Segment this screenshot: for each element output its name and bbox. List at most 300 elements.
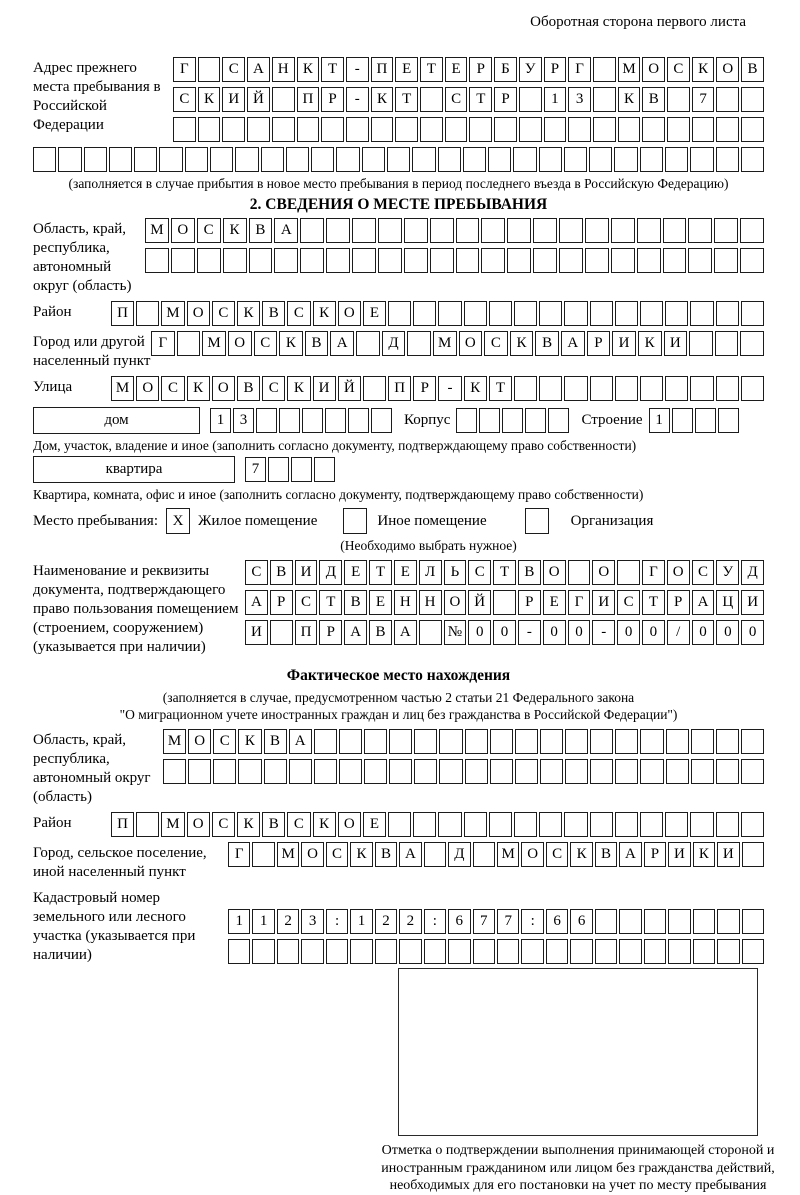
char-cell[interactable] bbox=[389, 729, 412, 754]
char-cell[interactable]: В bbox=[535, 331, 559, 356]
char-cell[interactable]: 2 bbox=[277, 909, 299, 934]
char-cell[interactable]: - bbox=[438, 376, 461, 401]
char-cell[interactable]: 0 bbox=[493, 620, 516, 645]
apartment-type-box[interactable]: квартира bbox=[33, 456, 235, 483]
char-cell[interactable]: Е bbox=[395, 57, 418, 82]
char-cell[interactable]: : bbox=[424, 909, 446, 934]
char-cell[interactable]: О bbox=[188, 729, 211, 754]
char-cell[interactable] bbox=[247, 117, 270, 142]
char-cell[interactable] bbox=[438, 301, 461, 326]
char-cell[interactable] bbox=[465, 729, 488, 754]
char-cell[interactable]: Т bbox=[493, 560, 516, 585]
char-cell[interactable] bbox=[565, 759, 588, 784]
char-cell[interactable]: Б bbox=[494, 57, 517, 82]
char-cell[interactable] bbox=[210, 147, 233, 172]
char-cell[interactable] bbox=[668, 909, 690, 934]
char-cell[interactable] bbox=[741, 87, 764, 112]
char-cell[interactable] bbox=[33, 147, 56, 172]
char-cell[interactable]: М bbox=[161, 301, 184, 326]
char-cell[interactable] bbox=[741, 117, 764, 142]
char-cell[interactable]: В bbox=[237, 376, 260, 401]
char-cell[interactable] bbox=[197, 248, 221, 273]
char-cell[interactable] bbox=[717, 909, 739, 934]
char-cell[interactable]: С bbox=[617, 590, 640, 615]
char-cell[interactable] bbox=[525, 408, 546, 433]
char-cell[interactable] bbox=[644, 939, 666, 964]
char-cell[interactable] bbox=[693, 939, 715, 964]
char-cell[interactable]: И bbox=[222, 87, 245, 112]
char-cell[interactable] bbox=[640, 301, 663, 326]
char-cell[interactable] bbox=[364, 729, 387, 754]
char-cell[interactable] bbox=[742, 909, 764, 934]
char-cell[interactable] bbox=[716, 376, 739, 401]
char-cell[interactable] bbox=[615, 729, 638, 754]
char-cell[interactable] bbox=[690, 812, 713, 837]
char-cell[interactable]: 1 bbox=[252, 909, 274, 934]
char-cell[interactable] bbox=[326, 248, 350, 273]
char-cell[interactable] bbox=[695, 408, 716, 433]
char-cell[interactable] bbox=[514, 301, 537, 326]
char-cell[interactable]: С bbox=[445, 87, 468, 112]
char-cell[interactable]: К bbox=[237, 301, 260, 326]
char-cell[interactable] bbox=[420, 117, 443, 142]
char-cell[interactable]: М bbox=[497, 842, 519, 867]
char-cell[interactable]: Д bbox=[448, 842, 470, 867]
char-cell[interactable]: 0 bbox=[568, 620, 591, 645]
char-cell[interactable]: 0 bbox=[716, 620, 739, 645]
char-cell[interactable] bbox=[741, 759, 764, 784]
char-cell[interactable] bbox=[514, 376, 537, 401]
char-cell[interactable]: 3 bbox=[301, 909, 323, 934]
char-cell[interactable]: С bbox=[212, 301, 235, 326]
char-cell[interactable]: : bbox=[521, 909, 543, 934]
char-cell[interactable]: К bbox=[237, 812, 260, 837]
char-cell[interactable] bbox=[388, 812, 411, 837]
char-cell[interactable]: Р bbox=[667, 590, 690, 615]
char-cell[interactable]: С bbox=[197, 218, 221, 243]
char-cell[interactable] bbox=[473, 842, 495, 867]
char-cell[interactable]: / bbox=[667, 620, 690, 645]
char-cell[interactable]: М bbox=[161, 812, 184, 837]
char-cell[interactable]: К bbox=[692, 57, 715, 82]
char-cell[interactable] bbox=[642, 117, 665, 142]
char-cell[interactable]: Р bbox=[319, 620, 342, 645]
char-cell[interactable] bbox=[419, 620, 442, 645]
char-cell[interactable]: Р bbox=[644, 842, 666, 867]
char-cell[interactable] bbox=[637, 218, 661, 243]
char-cell[interactable] bbox=[277, 939, 299, 964]
char-cell[interactable]: С bbox=[213, 729, 236, 754]
char-cell[interactable] bbox=[716, 147, 739, 172]
char-cell[interactable]: И bbox=[717, 842, 739, 867]
char-cell[interactable] bbox=[716, 729, 739, 754]
char-cell[interactable] bbox=[741, 812, 764, 837]
char-cell[interactable]: К bbox=[350, 842, 372, 867]
char-cell[interactable] bbox=[615, 301, 638, 326]
char-cell[interactable] bbox=[348, 408, 369, 433]
char-cell[interactable] bbox=[665, 812, 688, 837]
char-cell[interactable] bbox=[489, 812, 512, 837]
char-cell[interactable]: 2 bbox=[399, 909, 421, 934]
char-cell[interactable]: В bbox=[595, 842, 617, 867]
char-cell[interactable]: О bbox=[444, 590, 467, 615]
char-cell[interactable] bbox=[352, 248, 376, 273]
char-cell[interactable] bbox=[666, 759, 689, 784]
char-cell[interactable] bbox=[339, 729, 362, 754]
char-cell[interactable] bbox=[692, 117, 715, 142]
char-cell[interactable] bbox=[473, 939, 495, 964]
char-cell[interactable]: Е bbox=[363, 812, 386, 837]
char-cell[interactable] bbox=[289, 759, 312, 784]
char-cell[interactable] bbox=[539, 376, 562, 401]
char-cell[interactable]: В bbox=[270, 560, 293, 585]
char-cell[interactable]: О bbox=[642, 57, 665, 82]
char-cell[interactable] bbox=[494, 117, 517, 142]
char-cell[interactable]: В bbox=[375, 842, 397, 867]
char-cell[interactable]: К bbox=[313, 301, 336, 326]
char-cell[interactable] bbox=[519, 87, 542, 112]
char-cell[interactable]: В bbox=[262, 301, 285, 326]
char-cell[interactable]: П bbox=[295, 620, 318, 645]
char-cell[interactable] bbox=[378, 248, 402, 273]
char-cell[interactable]: В bbox=[262, 812, 285, 837]
char-cell[interactable] bbox=[414, 729, 437, 754]
char-cell[interactable]: 0 bbox=[741, 620, 764, 645]
char-cell[interactable] bbox=[614, 147, 637, 172]
checkbox-organizaciya[interactable] bbox=[525, 508, 549, 534]
char-cell[interactable] bbox=[568, 117, 591, 142]
char-cell[interactable] bbox=[689, 331, 713, 356]
char-cell[interactable]: Т bbox=[321, 57, 344, 82]
char-cell[interactable]: С bbox=[212, 812, 235, 837]
char-cell[interactable] bbox=[268, 457, 289, 482]
char-cell[interactable] bbox=[404, 248, 428, 273]
char-cell[interactable]: К bbox=[313, 812, 336, 837]
char-cell[interactable] bbox=[741, 376, 764, 401]
char-cell[interactable] bbox=[640, 812, 663, 837]
char-cell[interactable] bbox=[513, 147, 536, 172]
char-cell[interactable] bbox=[228, 939, 250, 964]
char-cell[interactable] bbox=[375, 939, 397, 964]
char-cell[interactable]: А bbox=[394, 620, 417, 645]
char-cell[interactable] bbox=[350, 939, 372, 964]
char-cell[interactable] bbox=[387, 147, 410, 172]
char-cell[interactable] bbox=[540, 729, 563, 754]
char-cell[interactable]: В bbox=[369, 620, 392, 645]
char-cell[interactable] bbox=[640, 147, 663, 172]
char-cell[interactable]: О bbox=[136, 376, 159, 401]
char-cell[interactable]: С bbox=[295, 590, 318, 615]
char-cell[interactable]: С bbox=[287, 812, 310, 837]
char-cell[interactable] bbox=[514, 812, 537, 837]
char-cell[interactable] bbox=[314, 759, 337, 784]
char-cell[interactable] bbox=[213, 759, 236, 784]
char-cell[interactable]: А bbox=[399, 842, 421, 867]
char-cell[interactable]: А bbox=[245, 590, 268, 615]
char-cell[interactable] bbox=[665, 147, 688, 172]
char-cell[interactable]: Е bbox=[445, 57, 468, 82]
char-cell[interactable] bbox=[564, 301, 587, 326]
char-cell[interactable] bbox=[321, 117, 344, 142]
char-cell[interactable]: Ц bbox=[716, 590, 739, 615]
char-cell[interactable]: А bbox=[561, 331, 585, 356]
char-cell[interactable]: С bbox=[254, 331, 278, 356]
char-cell[interactable] bbox=[413, 812, 436, 837]
char-cell[interactable] bbox=[261, 147, 284, 172]
char-cell[interactable]: К bbox=[297, 57, 320, 82]
char-cell[interactable] bbox=[716, 812, 739, 837]
char-cell[interactable] bbox=[595, 939, 617, 964]
char-cell[interactable]: 7 bbox=[473, 909, 495, 934]
char-cell[interactable] bbox=[136, 812, 159, 837]
char-cell[interactable] bbox=[339, 759, 362, 784]
char-cell[interactable] bbox=[445, 117, 468, 142]
char-cell[interactable] bbox=[740, 331, 764, 356]
char-cell[interactable]: Г bbox=[642, 560, 665, 585]
char-cell[interactable] bbox=[173, 117, 196, 142]
char-cell[interactable] bbox=[565, 729, 588, 754]
char-cell[interactable] bbox=[314, 729, 337, 754]
char-cell[interactable]: О bbox=[228, 331, 252, 356]
char-cell[interactable] bbox=[533, 248, 557, 273]
char-cell[interactable] bbox=[448, 939, 470, 964]
char-cell[interactable] bbox=[297, 117, 320, 142]
char-cell[interactable]: В bbox=[741, 57, 764, 82]
checkbox-zhiloe[interactable]: X bbox=[166, 508, 190, 534]
char-cell[interactable] bbox=[300, 218, 324, 243]
char-cell[interactable] bbox=[346, 117, 369, 142]
char-cell[interactable]: Д bbox=[382, 331, 406, 356]
char-cell[interactable] bbox=[274, 248, 298, 273]
char-cell[interactable] bbox=[311, 147, 334, 172]
char-cell[interactable]: Т bbox=[319, 590, 342, 615]
char-cell[interactable] bbox=[364, 759, 387, 784]
char-cell[interactable]: К bbox=[279, 331, 303, 356]
char-cell[interactable] bbox=[714, 248, 738, 273]
char-cell[interactable] bbox=[693, 909, 715, 934]
char-cell[interactable]: К bbox=[223, 218, 247, 243]
char-cell[interactable]: К bbox=[510, 331, 534, 356]
char-cell[interactable] bbox=[515, 729, 538, 754]
char-cell[interactable]: Л bbox=[419, 560, 442, 585]
char-cell[interactable]: А bbox=[344, 620, 367, 645]
char-cell[interactable]: 0 bbox=[468, 620, 491, 645]
char-cell[interactable]: 3 bbox=[233, 408, 254, 433]
char-cell[interactable] bbox=[256, 408, 277, 433]
char-cell[interactable] bbox=[270, 620, 293, 645]
char-cell[interactable] bbox=[404, 218, 428, 243]
char-cell[interactable] bbox=[718, 408, 739, 433]
char-cell[interactable] bbox=[595, 909, 617, 934]
char-cell[interactable] bbox=[325, 408, 346, 433]
char-cell[interactable]: А bbox=[274, 218, 298, 243]
char-cell[interactable]: Й bbox=[338, 376, 361, 401]
char-cell[interactable]: С bbox=[161, 376, 184, 401]
char-cell[interactable] bbox=[615, 376, 638, 401]
char-cell[interactable] bbox=[439, 759, 462, 784]
char-cell[interactable] bbox=[286, 147, 309, 172]
char-cell[interactable] bbox=[109, 147, 132, 172]
char-cell[interactable] bbox=[590, 376, 613, 401]
char-cell[interactable] bbox=[163, 759, 186, 784]
char-cell[interactable]: А bbox=[289, 729, 312, 754]
char-cell[interactable] bbox=[688, 218, 712, 243]
char-cell[interactable] bbox=[590, 729, 613, 754]
char-cell[interactable]: 6 bbox=[448, 909, 470, 934]
char-cell[interactable] bbox=[640, 729, 663, 754]
char-cell[interactable] bbox=[640, 759, 663, 784]
char-cell[interactable] bbox=[291, 457, 312, 482]
char-cell[interactable] bbox=[222, 117, 245, 142]
char-cell[interactable]: Т bbox=[642, 590, 665, 615]
char-cell[interactable]: 1 bbox=[228, 909, 250, 934]
char-cell[interactable]: Т bbox=[369, 560, 392, 585]
char-cell[interactable]: Д bbox=[319, 560, 342, 585]
char-cell[interactable] bbox=[539, 147, 562, 172]
char-cell[interactable] bbox=[619, 909, 641, 934]
char-cell[interactable]: Р bbox=[321, 87, 344, 112]
char-cell[interactable] bbox=[378, 218, 402, 243]
char-cell[interactable]: С bbox=[173, 87, 196, 112]
char-cell[interactable] bbox=[540, 759, 563, 784]
char-cell[interactable]: С bbox=[546, 842, 568, 867]
char-cell[interactable] bbox=[690, 147, 713, 172]
char-cell[interactable] bbox=[58, 147, 81, 172]
char-cell[interactable] bbox=[742, 939, 764, 964]
char-cell[interactable]: 1 bbox=[350, 909, 372, 934]
char-cell[interactable] bbox=[521, 939, 543, 964]
char-cell[interactable] bbox=[252, 939, 274, 964]
char-cell[interactable] bbox=[300, 248, 324, 273]
char-cell[interactable]: И bbox=[295, 560, 318, 585]
char-cell[interactable]: 1 bbox=[210, 408, 231, 433]
char-cell[interactable] bbox=[336, 147, 359, 172]
char-cell[interactable]: Й bbox=[468, 590, 491, 615]
char-cell[interactable]: В bbox=[249, 218, 273, 243]
char-cell[interactable]: К bbox=[187, 376, 210, 401]
char-cell[interactable]: К bbox=[618, 87, 641, 112]
char-cell[interactable] bbox=[177, 331, 201, 356]
char-cell[interactable]: Р bbox=[469, 57, 492, 82]
char-cell[interactable] bbox=[589, 147, 612, 172]
char-cell[interactable] bbox=[326, 218, 350, 243]
char-cell[interactable] bbox=[198, 117, 221, 142]
char-cell[interactable]: В bbox=[642, 87, 665, 112]
char-cell[interactable] bbox=[490, 729, 513, 754]
char-cell[interactable] bbox=[611, 248, 635, 273]
char-cell[interactable]: 3 bbox=[568, 87, 591, 112]
char-cell[interactable] bbox=[507, 218, 531, 243]
char-cell[interactable]: И bbox=[612, 331, 636, 356]
char-cell[interactable] bbox=[741, 301, 764, 326]
char-cell[interactable] bbox=[715, 331, 739, 356]
char-cell[interactable]: И bbox=[592, 590, 615, 615]
char-cell[interactable]: 1 bbox=[544, 87, 567, 112]
char-cell[interactable] bbox=[399, 939, 421, 964]
char-cell[interactable]: П bbox=[371, 57, 394, 82]
char-cell[interactable]: О bbox=[543, 560, 566, 585]
char-cell[interactable]: О bbox=[187, 301, 210, 326]
char-cell[interactable] bbox=[593, 87, 616, 112]
char-cell[interactable] bbox=[691, 729, 714, 754]
char-cell[interactable]: О bbox=[592, 560, 615, 585]
char-cell[interactable] bbox=[420, 87, 443, 112]
char-cell[interactable] bbox=[740, 248, 764, 273]
char-cell[interactable] bbox=[388, 301, 411, 326]
char-cell[interactable]: К bbox=[693, 842, 715, 867]
char-cell[interactable] bbox=[464, 301, 487, 326]
char-cell[interactable]: А bbox=[330, 331, 354, 356]
char-cell[interactable]: Е bbox=[344, 560, 367, 585]
char-cell[interactable] bbox=[559, 218, 583, 243]
char-cell[interactable] bbox=[430, 248, 454, 273]
char-cell[interactable] bbox=[617, 560, 640, 585]
char-cell[interactable]: М bbox=[163, 729, 186, 754]
char-cell[interactable]: Д bbox=[741, 560, 764, 585]
char-cell[interactable]: Г bbox=[568, 590, 591, 615]
char-cell[interactable] bbox=[326, 939, 348, 964]
char-cell[interactable]: : bbox=[326, 909, 348, 934]
char-cell[interactable] bbox=[666, 729, 689, 754]
char-cell[interactable] bbox=[585, 218, 609, 243]
char-cell[interactable] bbox=[568, 560, 591, 585]
char-cell[interactable] bbox=[690, 376, 713, 401]
char-cell[interactable]: Р bbox=[413, 376, 436, 401]
char-cell[interactable]: В bbox=[344, 590, 367, 615]
char-cell[interactable] bbox=[159, 147, 182, 172]
char-cell[interactable] bbox=[672, 408, 693, 433]
char-cell[interactable]: О bbox=[667, 560, 690, 585]
char-cell[interactable] bbox=[690, 301, 713, 326]
char-cell[interactable] bbox=[463, 147, 486, 172]
char-cell[interactable] bbox=[490, 759, 513, 784]
char-cell[interactable] bbox=[424, 842, 446, 867]
char-cell[interactable] bbox=[667, 117, 690, 142]
char-cell[interactable]: С bbox=[468, 560, 491, 585]
char-cell[interactable]: 7 bbox=[692, 87, 715, 112]
char-cell[interactable]: С bbox=[667, 57, 690, 82]
char-cell[interactable]: П bbox=[111, 301, 134, 326]
char-cell[interactable] bbox=[479, 408, 500, 433]
char-cell[interactable]: Р bbox=[544, 57, 567, 82]
char-cell[interactable]: 1 bbox=[649, 408, 670, 433]
char-cell[interactable] bbox=[302, 408, 323, 433]
char-cell[interactable] bbox=[424, 939, 446, 964]
char-cell[interactable] bbox=[548, 408, 569, 433]
char-cell[interactable] bbox=[716, 759, 739, 784]
char-cell[interactable]: У bbox=[716, 560, 739, 585]
char-cell[interactable]: И bbox=[741, 590, 764, 615]
char-cell[interactable] bbox=[301, 939, 323, 964]
char-cell[interactable]: В bbox=[264, 729, 287, 754]
char-cell[interactable] bbox=[618, 117, 641, 142]
char-cell[interactable]: Г bbox=[151, 331, 175, 356]
char-cell[interactable]: 0 bbox=[543, 620, 566, 645]
char-cell[interactable] bbox=[564, 812, 587, 837]
char-cell[interactable] bbox=[544, 117, 567, 142]
char-cell[interactable]: 7 bbox=[245, 457, 266, 482]
char-cell[interactable]: И bbox=[668, 842, 690, 867]
char-cell[interactable] bbox=[481, 218, 505, 243]
char-cell[interactable] bbox=[585, 248, 609, 273]
char-cell[interactable] bbox=[136, 301, 159, 326]
char-cell[interactable]: К bbox=[638, 331, 662, 356]
char-cell[interactable] bbox=[688, 248, 712, 273]
char-cell[interactable]: М bbox=[202, 331, 226, 356]
char-cell[interactable]: В bbox=[518, 560, 541, 585]
char-cell[interactable]: 7 bbox=[497, 909, 519, 934]
char-cell[interactable] bbox=[363, 376, 386, 401]
